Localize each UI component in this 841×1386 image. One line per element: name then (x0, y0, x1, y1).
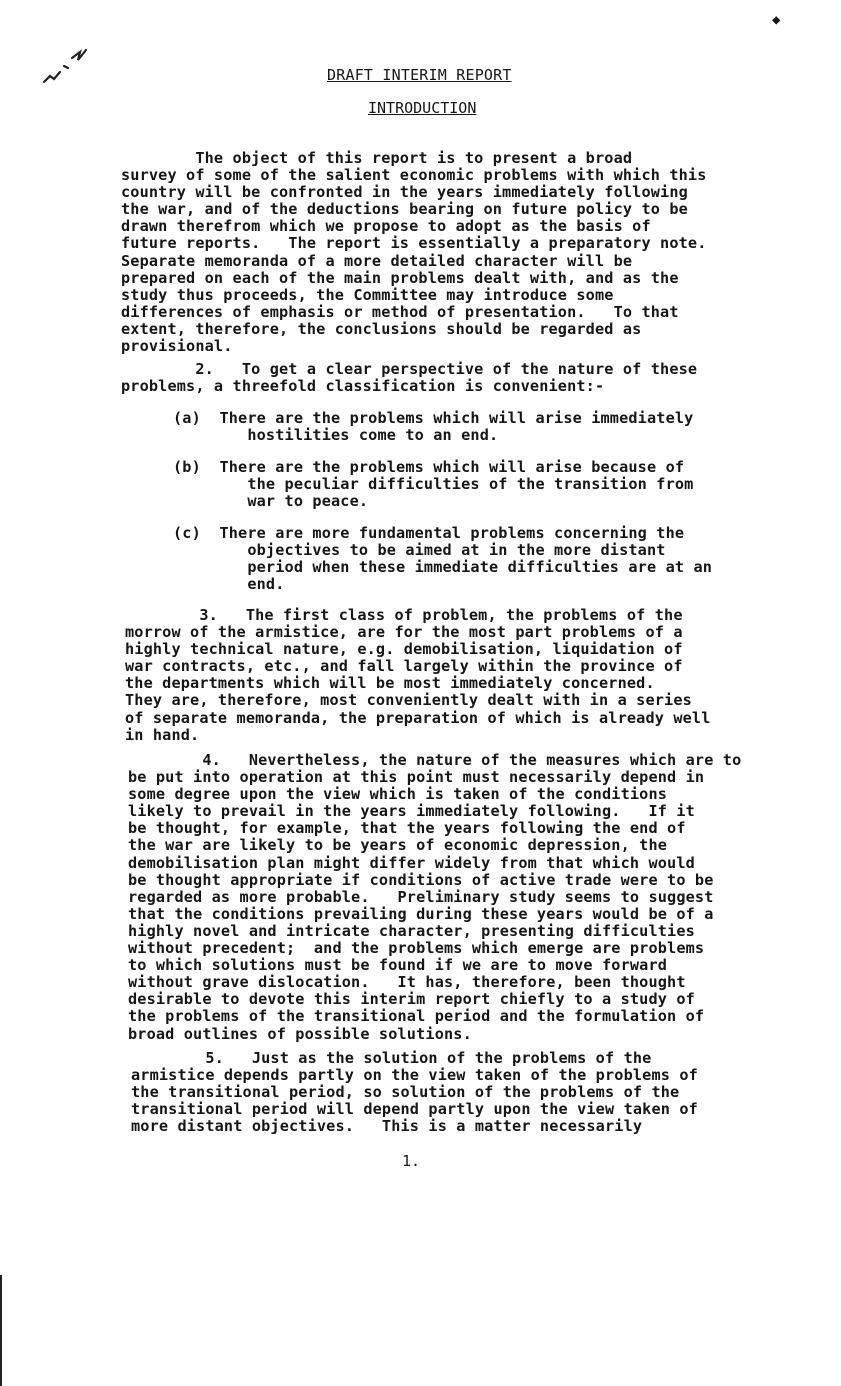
section-heading: INTRODUCTION (368, 99, 477, 117)
classification-item-c: (c) There are more fundamental problems concerning the objectives to be aimed at in the more distant period when these immediate difficulties are at an end. (173, 524, 713, 594)
corner-mark-icon: ◆ (772, 12, 781, 28)
page-number: 1. (402, 1152, 421, 1170)
document-title: DRAFT INTERIM REPORT (327, 66, 512, 84)
paragraph-1: The object of this report is to present a broad survey of some of the salient economic problems with which this country will be confronted in the years immediately following the war, and of the deductions bearing on future policy to be drawn therefrom which we propose to adopt as the basis of future reports. The report is essentially a preparatory note. Separate memoranda of a more detailed character will be prepared on each of the main problems dealt with, and as the study thus proceeds, the Committee may introduce some differences of emphasis or method of presentation. To that extent, therefore, the conclusions should be regarded as provisional. (121, 149, 707, 356)
scan-edge-line (0, 1275, 2, 1386)
handwritten-mark-icon (42, 46, 90, 86)
paragraph-3: 3. The first class of problem, the problems of the morrow of the armistice, are for the most part problems of a highly technical nature, e.g. demobilisation, liquidation of war contracts, etc., and fall largely within the province of the departments which will be most immediately concerned. They are, therefore, most conveniently dealt with in a series of separate memoranda, the preparation of which is already well in hand. (125, 606, 711, 744)
paragraph-2: 2. To get a clear perspective of the nature of these problems, a threefold classification is convenient:- (121, 360, 698, 396)
classification-item-b: (b) There are the problems which will arise because of the peculiar difficulties of the transition from war to peace. (173, 458, 694, 511)
classification-item-a: (a) There are the problems which will arise immediately hostilities come to an end. (173, 409, 694, 445)
paragraph-5: 5. Just as the solution of the problems of the armistice depends partly on the view taken of the problems of the transitional period, so solution of the problems of the transitional period will depend partly upon the view taken of more distant objectives. This is a matter necessarily (131, 1049, 698, 1136)
paragraph-4: 4. Nevertheless, the nature of the measures which are to be put into operation at this point must necessarily depend in some degree upon the view which is taken of the conditions likely to prevail in the years immediately following. If it be thought, for example, that the years following the end of the war are likely to be years of economic depression, the demobilisation plan might differ widely from that which would be thought appropriate if conditions of active trade were to be regarded as more probable. Preliminary study seems to suggest that the conditions prevailing during these years would be of a highly novel and intricate character, presenting difficulties without precedent; and the problems which emerge are problems to which solutions must be found if we are to move forward without grave dislocation. It has, therefore, been thought desirable to devote this interim report chiefly to a study of the problems of the transitional period and the formulation of broad outlines of possible solutions. (128, 751, 742, 1043)
